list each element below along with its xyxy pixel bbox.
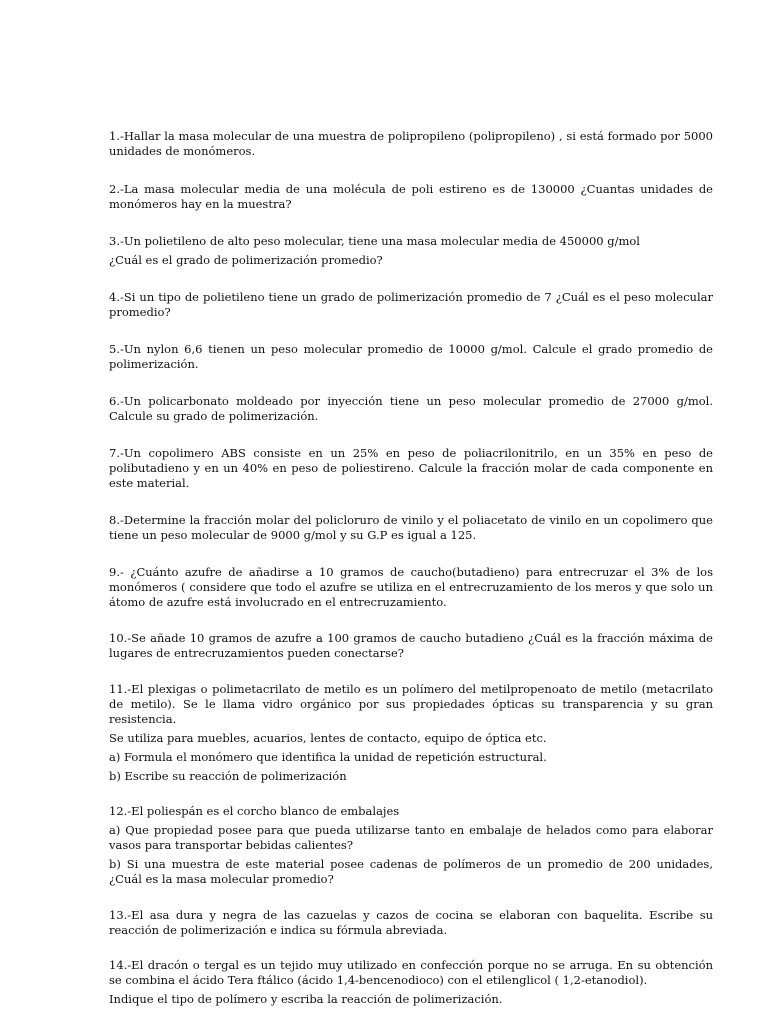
question-2-text: 2.-La masa molecular media de una molécula de poli estireno es de 130000 ¿Cuantas unidades de monómeros hay en la muestra?: [109, 182, 713, 211]
question-13: [109, 908, 713, 938]
question-14: [109, 958, 713, 1007]
question-4: [109, 290, 713, 320]
question-11: [109, 682, 713, 784]
question-9-text: 9.- ¿Cuánto azufre de añadirse a 10 gramos de caucho(butadieno) para entrecruzar el 3% de los monómeros ( considere que todo el azufre se utiliza en el entrecruzamiento de los meros y que solo un átomo de azufre está involucrado en el entrecruzamiento.: [109, 565, 713, 609]
question-12: [109, 804, 713, 887]
question-1-text: 1.-Hallar la masa molecular de una muestra de polipropileno (polipropileno) , si está formado por 5000 unidades de monómeros.: [109, 129, 713, 158]
question-11-text: 11.-El plexigas o polimetacrilato de metilo es un polímero del metilpropenoato de metilo (metacrilato de metilo). Se le llama vidro orgánico por sus propiedades ópticas su transparencia y su gran resistencia.: [109, 682, 713, 726]
question-12-part-b: b) Si una muestra de este material posee cadenas de polímeros de un promedio de 200 unidades, ¿Cuál es la masa molecular promedio?: [109, 857, 713, 886]
question-8-text: 8.-Determine la fracción molar del policloruro de vinilo y el poliacetato de vinilo en un copolimero que tiene un peso molecular de 9000 g/mol y su G.P es igual a 125.: [109, 513, 713, 542]
question-1: [109, 129, 713, 159]
question-6: [109, 394, 713, 424]
question-10: [109, 631, 713, 661]
question-11-part-a: a) Formula el monómero que identifica la unidad de repetición estructural.: [109, 750, 547, 764]
question-7-text: 7.-Un copolimero ABS consiste en un 25% en peso de poliacrilonitrilo, en un 35% en peso de polibutadieno y en un 40% en peso de poliestireno. Calcule la fracción molar de cada componente en este material.: [109, 446, 713, 490]
question-12-text: 12.-El poliespán es el corcho blanco de embalajes: [109, 804, 400, 818]
question-5-text: 5.-Un nylon 6,6 tienen un peso molecular promedio de 10000 g/mol. Calcule el grado promedio de polimerización.: [109, 342, 713, 371]
question-4-text: 4.-Si un tipo de polietileno tiene un grado de polimerización promedio de 7 ¿Cuál es el peso molecular promedio?: [109, 290, 713, 319]
question-7: [109, 446, 713, 491]
question-8: [109, 513, 713, 543]
question-12-part-a: a) Que propiedad posee para que pueda utilizarse tanto en embalaje de helados como para elaborar vasos para transportar bebidas calientes?: [109, 823, 713, 852]
question-3: [109, 234, 713, 268]
question-3-subtext: ¿Cuál es el grado de polimerización promedio?: [109, 253, 383, 267]
question-9: [109, 565, 713, 610]
question-6-text: 6.-Un policarbonato moldeado por inyección tiene un peso molecular promedio de 27000 g/mol. Calcule su grado de polimerización.: [109, 394, 713, 423]
question-5: [109, 342, 713, 372]
question-11-uses: Se utiliza para muebles, acuarios, lentes de contacto, equipo de óptica etc.: [109, 731, 547, 745]
question-list: [109, 129, 713, 1029]
question-14-subtext: Indique el tipo de polímero y escriba la reacción de polimerización.: [109, 992, 503, 1006]
question-13-text: 13.-El asa dura y negra de las cazuelas y cazos de cocina se elaboran con baquelita. Escribe su reacción de polimerización e indica su fórmula abreviada.: [109, 908, 713, 937]
question-11-part-b: b) Escribe su reacción de polimerización: [109, 769, 347, 783]
question-3-text: 3.-Un polietileno de alto peso molecular, tiene una masa molecular media de 450000 g/mol: [109, 234, 640, 248]
question-14-text: 14.-El dracón o tergal es un tejido muy utilizado en confección porque no se arruga. En su obtención se combina el ácido Tera ftálico (ácido 1,4-bencenodioco) con el etilenglicol ( 1,2-etanodiol).: [109, 958, 713, 987]
question-2: [109, 182, 713, 212]
question-10-text: 10.-Se añade 10 gramos de azufre a 100 gramos de caucho butadieno ¿Cuál es la fracción máxima de lugares de entrecruzamientos pueden conectarse?: [109, 631, 713, 660]
